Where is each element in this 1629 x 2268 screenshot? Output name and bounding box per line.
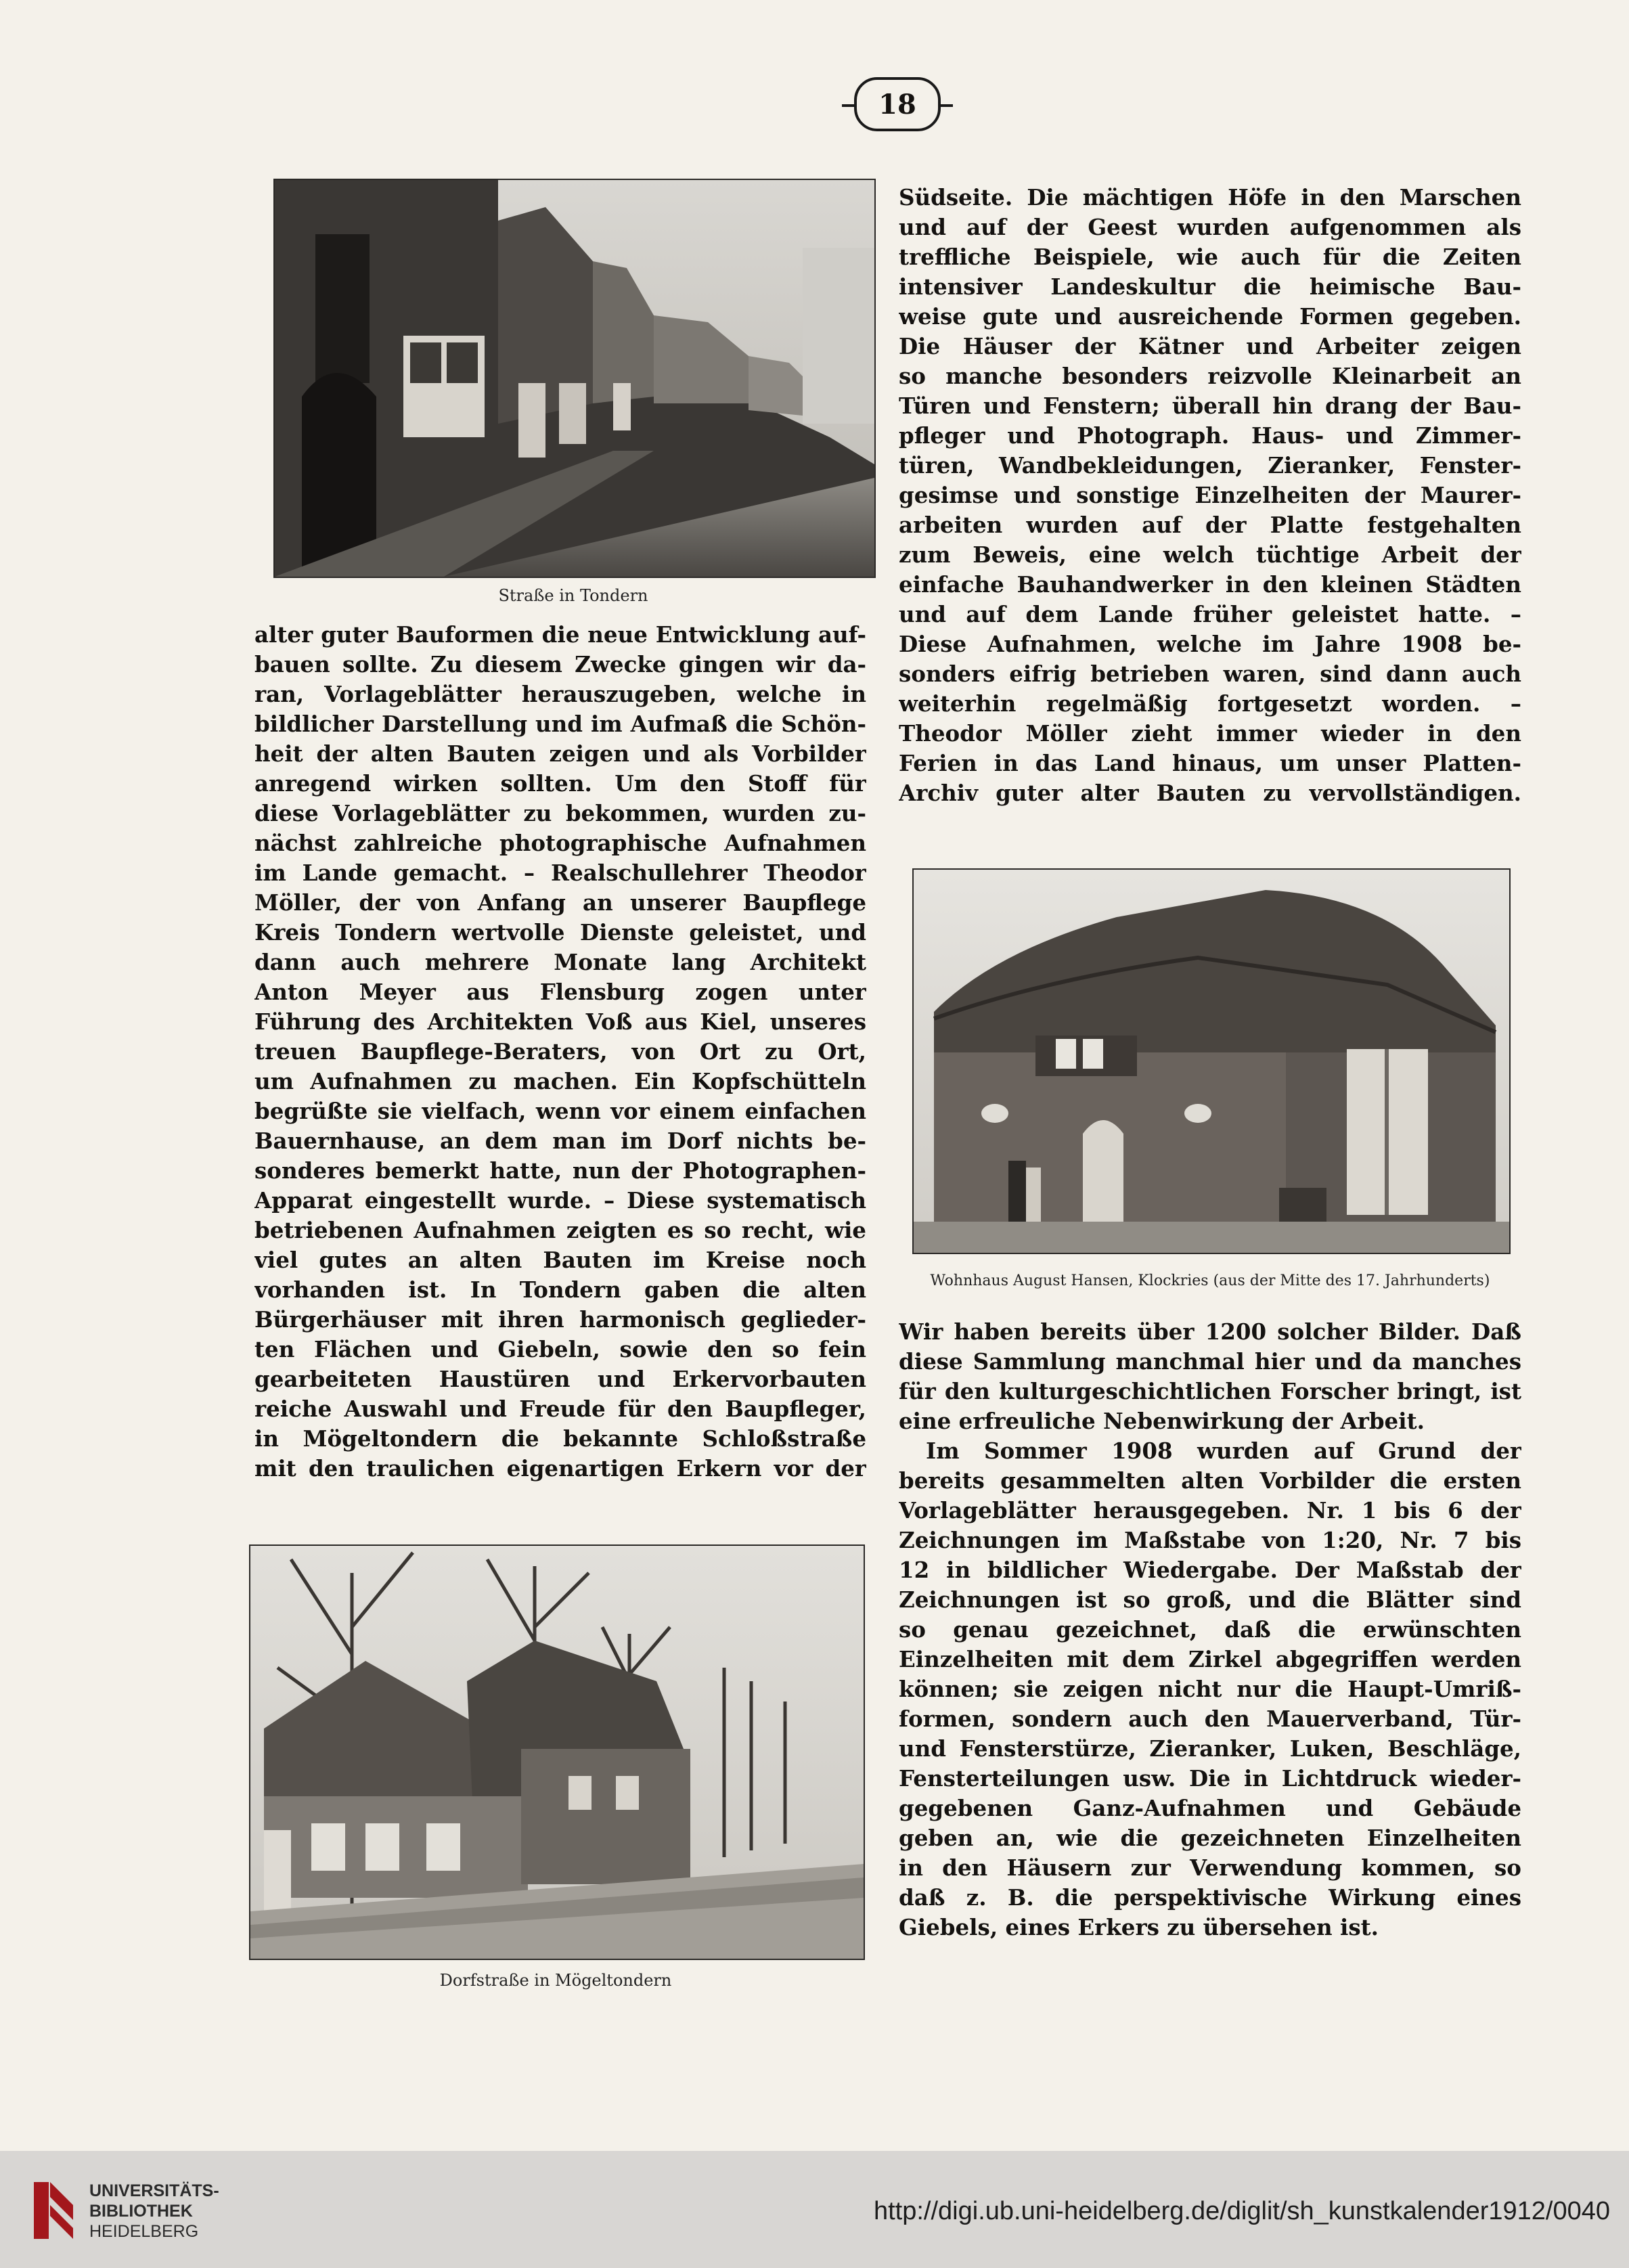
page-number xyxy=(854,77,941,131)
text-line: nächst zahlreiche photographische Aufnahmen xyxy=(254,830,866,856)
text-line: pfleger und Photograph. Haus- und Zimmer- xyxy=(899,422,1521,449)
photo-street-tondern xyxy=(273,179,876,578)
text-line: 12 in bildlicher Wiedergabe. Der Maßstab der xyxy=(899,1557,1521,1583)
text-line: formen, sondern auch den Mauerverband, Tür- xyxy=(899,1706,1521,1732)
text-line: Anton Meyer aus Flensburg zogen unter xyxy=(254,979,866,1005)
text-line: türen, Wandbekleidungen, Zieranker, Fenster- xyxy=(899,452,1521,479)
text-line: bauen sollte. Zu diesem Zwecke gingen wir da- xyxy=(254,651,866,677)
caption-wohnhaus: Wohnhaus August Hansen, Klockries (aus der Mitte des 17. Jahrhunderts) xyxy=(930,1272,1490,1289)
text-line: um Aufnahmen zu machen. Ein Kopfschütteln xyxy=(254,1068,866,1094)
text-line: Vorlageblätter herausgegeben. Nr. 1 bis 6 der xyxy=(899,1497,1521,1524)
text-line: und auf der Geest wurden aufgenommen als xyxy=(899,214,1521,240)
text-line: anregend wirken sollten. Um den Stoff für xyxy=(254,770,866,797)
library-name xyxy=(89,2181,219,2242)
right-column-top-text xyxy=(899,183,1521,808)
text-line: treuen Baupflege-Beraters, von Ort zu Ort, xyxy=(254,1038,866,1065)
text-line: sonderes bemerkt hatte, nun der Photographen- xyxy=(254,1157,866,1184)
text-line: treffliche Beispiele, wie auch für die Zeiten xyxy=(899,244,1521,270)
page-number-value: 18 xyxy=(878,88,916,120)
text-line: Die Häuser der Kätner und Arbeiter zeigen xyxy=(899,333,1521,359)
text-line: Ferien in das Land hinaus, um unser Platten- xyxy=(899,750,1521,776)
text-line: bereits gesammelten alten Vorbilder die ersten xyxy=(899,1467,1521,1494)
text-line: Zeichnungen im Maßstabe von 1:20, Nr. 7 bis xyxy=(899,1527,1521,1553)
text-line: und Fensterstürze, Zieranker, Luken, Beschläge, xyxy=(899,1735,1521,1762)
text-line: Theodor Möller zieht immer wieder in den xyxy=(899,720,1521,747)
text-line: Bürgerhäuser mit ihren harmonisch geglieder- xyxy=(254,1306,866,1333)
library-logo-icon xyxy=(30,2178,77,2243)
source-url-link[interactable]: http://digi.ub.uni-heidelberg.de/diglit/sh_kunstkalender1912/0040 xyxy=(873,2197,1610,2225)
text-line: Wir haben bereits über 1200 solcher Bilder. Daß xyxy=(899,1318,1521,1345)
photo-wohnhaus xyxy=(912,868,1511,1254)
text-line: vorhanden ist. In Tondern gaben die alten xyxy=(254,1276,866,1303)
text-line: Einzelheiten mit dem Zirkel abgegriffen werden xyxy=(899,1646,1521,1672)
text-line: gearbeiteten Haustüren und Erkervorbauten xyxy=(254,1366,866,1392)
text-line: Möller, der von Anfang an unserer Baupflege xyxy=(254,889,866,916)
text-line: diese Vorlageblätter zu bekommen, wurden zu- xyxy=(254,800,866,826)
text-line: gesimse und sonstige Einzelheiten der Maurer- xyxy=(899,482,1521,508)
footer-bar xyxy=(0,2151,1629,2268)
text-line: alter guter Bauformen die neue Entwicklung auf- xyxy=(254,621,866,648)
text-line: Kreis Tondern wertvolle Dienste geleistet, und xyxy=(254,919,866,946)
text-line: intensiver Landeskultur die heimische Bau- xyxy=(899,273,1521,300)
text-line: daß z. B. die perspektivische Wirkung eines xyxy=(899,1884,1521,1911)
text-line: Giebels, eines Erkers zu übersehen ist. xyxy=(899,1914,1379,1940)
text-line: Zeichnungen ist so groß, und die Blätter sind xyxy=(899,1586,1521,1613)
text-line: Führung des Architekten Voß aus Kiel, unseres xyxy=(254,1008,866,1035)
text-line: arbeiten wurden auf der Platte festgehalten xyxy=(899,512,1521,538)
library-name-line3: HEIDELBERG xyxy=(89,2222,199,2241)
text-line: bildlicher Darstellung und im Aufmaß die Schön- xyxy=(254,711,866,737)
text-line: so manche besonders reizvolle Kleinarbeit an xyxy=(899,363,1521,389)
text-line: mit den traulichen eigenartigen Erkern vor der xyxy=(254,1455,866,1482)
caption-street-tondern: Straße in Tondern xyxy=(498,586,648,605)
text-line: dann auch mehrere Monate lang Architekt xyxy=(254,949,866,975)
text-line: können; sie zeigen nicht nur die Haupt-Umriß- xyxy=(899,1676,1521,1702)
text-line: zum Beweis, eine welch tüchtige Arbeit der xyxy=(899,541,1521,568)
text-line: im Lande gemacht. – Realschullehrer Theodor xyxy=(254,860,866,886)
text-line: Südseite. Die mächtigen Höfe in den Marschen xyxy=(899,184,1521,210)
text-line: reiche Auswahl und Freude für den Baupfleger, xyxy=(254,1396,866,1422)
left-column-text xyxy=(254,620,866,1484)
library-name-line2: BIBLIOTHEK xyxy=(89,2202,193,2221)
caption-dorfstrasse: Dorfstraße in Mögeltondern xyxy=(439,1971,672,1990)
text-line: ten Flächen und Giebeln, sowie den so fein xyxy=(254,1336,866,1362)
text-line: heit der alten Bauten zeigen und als Vorbilder xyxy=(254,740,866,767)
text-line: begrüßte sie vielfach, wenn vor einem einfachen xyxy=(254,1098,866,1124)
text-line: in den Häusern zur Verwendung kommen, so xyxy=(899,1854,1521,1881)
library-name-line1: UNIVERSITÄTS- xyxy=(89,2181,219,2200)
text-line: einfache Bauhandwerker in den kleinen Städten xyxy=(899,571,1521,598)
text-line: eine erfreuliche Nebenwirkung der Arbeit. xyxy=(899,1408,1425,1434)
text-line: Im Sommer 1908 wurden auf Grund der xyxy=(926,1438,1521,1464)
text-line: Fensterteilungen usw. Die in Lichtdruck wieder- xyxy=(899,1765,1521,1792)
text-line: betriebenen Aufnahmen zeigten es so recht, wie xyxy=(254,1217,866,1243)
text-line: weise gute und ausreichende Formen gegeben. xyxy=(899,303,1521,330)
text-line: so genau gezeichnet, daß die erwünschten xyxy=(899,1616,1521,1643)
text-line: Apparat eingestellt wurde. – Diese systematisch xyxy=(254,1187,866,1214)
text-line: weiterhin regelmäßig fortgesetzt worden. – xyxy=(899,690,1521,717)
text-line: und auf dem Lande früher geleistet hatte. – xyxy=(899,601,1521,627)
text-line: Türen und Fenstern; überall hin drang der Bau- xyxy=(899,393,1521,419)
text-line: Bauernhause, an dem man im Dorf nichts be- xyxy=(254,1128,866,1154)
text-line: Archiv guter alter Bauten zu vervollständigen. xyxy=(899,780,1521,806)
text-line: sonders eifrig betrieben waren, sind dann auch xyxy=(899,661,1521,687)
text-line: für den kulturgeschichtlichen Forscher bringt, ist xyxy=(899,1378,1521,1404)
right-column-bottom-text xyxy=(899,1317,1521,1942)
photo-dorfstrasse xyxy=(249,1544,865,1960)
text-line: ran, Vorlageblätter herauszugeben, welche in xyxy=(254,681,866,707)
text-line: geben an, wie die gezeichneten Einzelheiten xyxy=(899,1825,1521,1851)
text-line: Diese Aufnahmen, welche im Jahre 1908 be- xyxy=(899,631,1521,657)
text-line: in Mögeltondern die bekannte Schloßstraße xyxy=(254,1425,866,1452)
text-line: viel gutes an alten Bauten im Kreise noch xyxy=(254,1247,866,1273)
text-line: gegebenen Ganz-Aufnahmen und Gebäude xyxy=(899,1795,1521,1821)
text-line: diese Sammlung manchmal hier und da manches xyxy=(899,1348,1521,1375)
